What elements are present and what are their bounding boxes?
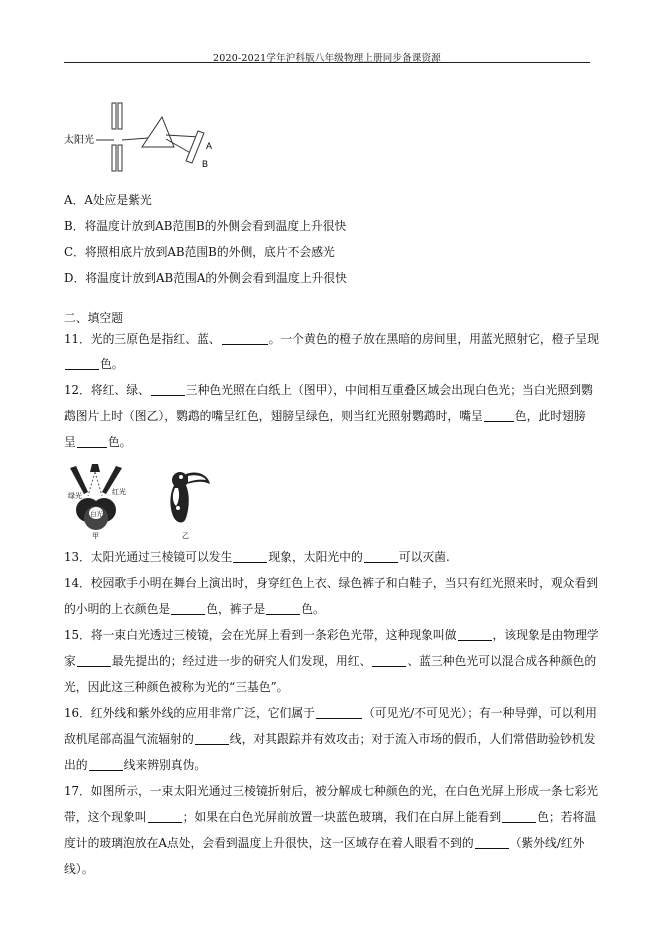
q11-line2 <box>64 356 124 372</box>
q17-blank-2 <box>502 810 536 823</box>
option-b: B．将温度计放到AB范围B的外侧会看到温度上升很快 <box>64 219 347 233</box>
q16-line2 <box>64 731 596 747</box>
q12-line3 <box>64 434 131 450</box>
q17-line2 <box>64 809 596 825</box>
q11-text-2: 。一个黄色的橙子放在黑暗的房间里，用蓝光照射它，橙子呈现 <box>268 332 599 346</box>
q17-text-5: 度计的玻璃泡放在A点处，会看到温度上升很快，这一区域存在着人眼看不到的 <box>64 836 474 850</box>
q12-text-6: 色。 <box>107 435 132 449</box>
q15-line1 <box>64 627 599 643</box>
q12-blank-1 <box>151 383 185 396</box>
q17-text-3: ；如果在白色光屏前放置一块蓝色玻璃，我们在白屏上能看到 <box>182 810 502 824</box>
q15-text-2: ，该现象是由物理学 <box>492 628 599 642</box>
header-rule <box>64 62 590 63</box>
q12-blank-3 <box>77 435 107 448</box>
section-title: 二、填空题 <box>64 311 123 325</box>
sunlight-label: 太阳光 <box>64 135 94 146</box>
q11-blank-2 <box>65 357 99 370</box>
q16-blank-3 <box>89 758 123 771</box>
q11-blank-1 <box>222 332 268 345</box>
dispersed-ray-top <box>166 135 200 137</box>
q12-text-5: 呈 <box>64 435 76 449</box>
point-a-label: A <box>206 141 213 151</box>
q13-blank-1 <box>233 550 267 563</box>
q16-text-2: （可见光/不可见光）；有一种导弹，可以利用 <box>362 706 597 720</box>
red-light-label: 红光 <box>112 489 126 496</box>
q15-text-5: 、蓝三种色光可以混合成各种颜色的 <box>407 654 597 668</box>
q13-blank-2 <box>364 550 398 563</box>
q12-line1 <box>64 382 593 398</box>
toucan-body <box>170 482 188 523</box>
q16-text-5: 出的 <box>64 758 88 772</box>
q15-line3: 光，因此这三种颜色被称为光的“三基色”。 <box>64 680 289 694</box>
q17-line4: 线）。 <box>64 862 94 876</box>
green-light-label: 绿光 <box>68 493 82 500</box>
q14-line1: 14．校园歌手小明在舞台上演出时，身穿红色上衣、绿色裤子和白鞋子，当只有红光照来时，观众看到 <box>64 576 599 590</box>
q13-text-3: 可以灭菌. <box>398 550 450 564</box>
q16-text-3: 敌机尾部高温气流辐射的 <box>64 732 194 746</box>
q17-text-4: 色；若将温 <box>537 810 597 824</box>
q14-line2 <box>64 601 325 617</box>
green-lamp <box>70 466 88 494</box>
q11-text-1: 11．光的三原色是指红、蓝、 <box>64 332 221 346</box>
point-b-label: B <box>202 159 209 169</box>
q11-text-3: 色。 <box>100 357 124 371</box>
q12-text-4: 色，此时翅膀 <box>514 409 586 423</box>
q14-text-3: 色，裤子是 <box>206 602 266 616</box>
blue-lamp <box>90 464 100 472</box>
q15-text-4: 最先提出的；经过进一步的研究人们发现，用红、 <box>111 654 372 668</box>
q15-line2 <box>64 653 596 669</box>
blue-beam-left <box>88 472 95 496</box>
q15-blank-2 <box>77 654 111 667</box>
q11-line1 <box>64 331 599 347</box>
q15-text-3: 家 <box>64 654 76 668</box>
slit-bottom <box>112 145 116 171</box>
q17-blank-3 <box>475 836 509 849</box>
q15-blank-1 <box>458 628 492 641</box>
q12-blank-2 <box>484 409 514 422</box>
q17-text-6: （紫外线/红外 <box>509 836 585 850</box>
q16-text-6: 线来辨别真伪。 <box>123 758 207 772</box>
q12-text-1: 12．将红、绿、 <box>64 383 150 397</box>
q14-text-4: 色。 <box>301 602 325 616</box>
q12-line2 <box>64 408 586 424</box>
q16-text-1: 16．红外线和紫外线的应用非常广泛，它们属于 <box>64 706 315 720</box>
prism-diagram <box>62 95 222 175</box>
q13-text-1: 13．太阳光通过三棱镜可以发生 <box>64 550 233 564</box>
blue-beam-right <box>95 472 102 496</box>
option-d: D．将温度计放到AB范围A的外侧会看到温度上升很快 <box>64 271 347 285</box>
white-light-label: 白光 <box>90 511 103 518</box>
prism-triangle <box>142 117 174 147</box>
q17-line1: 17．如图所示，一束太阳光通过三棱镜折射后，被分解成七种颜色的光，在白色光屏上形成一条七彩光 <box>64 784 599 798</box>
page-header: 2020-2021学年沪科版八年级物理上册同步备课资源 <box>213 53 441 64</box>
q14-blank-2 <box>266 602 300 615</box>
slit-top-2 <box>118 103 122 129</box>
q14-blank-1 <box>171 602 205 615</box>
figure-jia-label: 甲 <box>92 533 99 540</box>
light-ray-mid <box>122 138 148 140</box>
q13-text-2: 现象，太阳光中的 <box>268 550 363 564</box>
option-a: A．A处应是紫光 <box>64 193 152 207</box>
q16-blank-2 <box>195 732 229 745</box>
q13-line1 <box>64 549 450 565</box>
q16-line3 <box>64 757 206 773</box>
q17-blank-1 <box>148 810 182 823</box>
q12-text-3: 鹉图片上时（图乙），鹦鹉的嘴呈红色，翅膀呈绿色，则当红光照射鹦鹉时，嘴呈 <box>64 409 483 423</box>
q12-text-2: 三种色光照在白纸上（图甲），中间相互重叠区域会出现白色光；当白光照到鹦 <box>185 383 593 397</box>
color-mixing-figure <box>62 462 222 540</box>
q16-text-4: 线，对其跟踪并有效攻击；对于流入市场的假币，人们常借助验钞机发 <box>229 732 596 746</box>
q14-text-2: 的小明的上衣颜色是 <box>64 602 171 616</box>
q15-text-1: 15．将一束白光透过三棱镜，会在光屏上看到一条彩色光带，这种现象叫做 <box>64 628 457 642</box>
toucan-eye <box>179 475 183 479</box>
slit-bottom-2 <box>118 145 122 171</box>
toucan-head <box>172 472 188 488</box>
q15-blank-3 <box>372 654 406 667</box>
q17-text-2: 带，这个现象叫 <box>64 810 147 824</box>
figure-yi-label: 乙 <box>182 533 189 540</box>
q16-blank-1 <box>316 706 362 719</box>
slit-top <box>112 103 116 129</box>
q16-line1 <box>64 705 597 721</box>
toucan-spot <box>176 506 180 510</box>
q17-line3 <box>64 835 584 851</box>
option-c: C．将照相底片放到AB范围B的外侧，底片不会感光 <box>64 245 335 259</box>
